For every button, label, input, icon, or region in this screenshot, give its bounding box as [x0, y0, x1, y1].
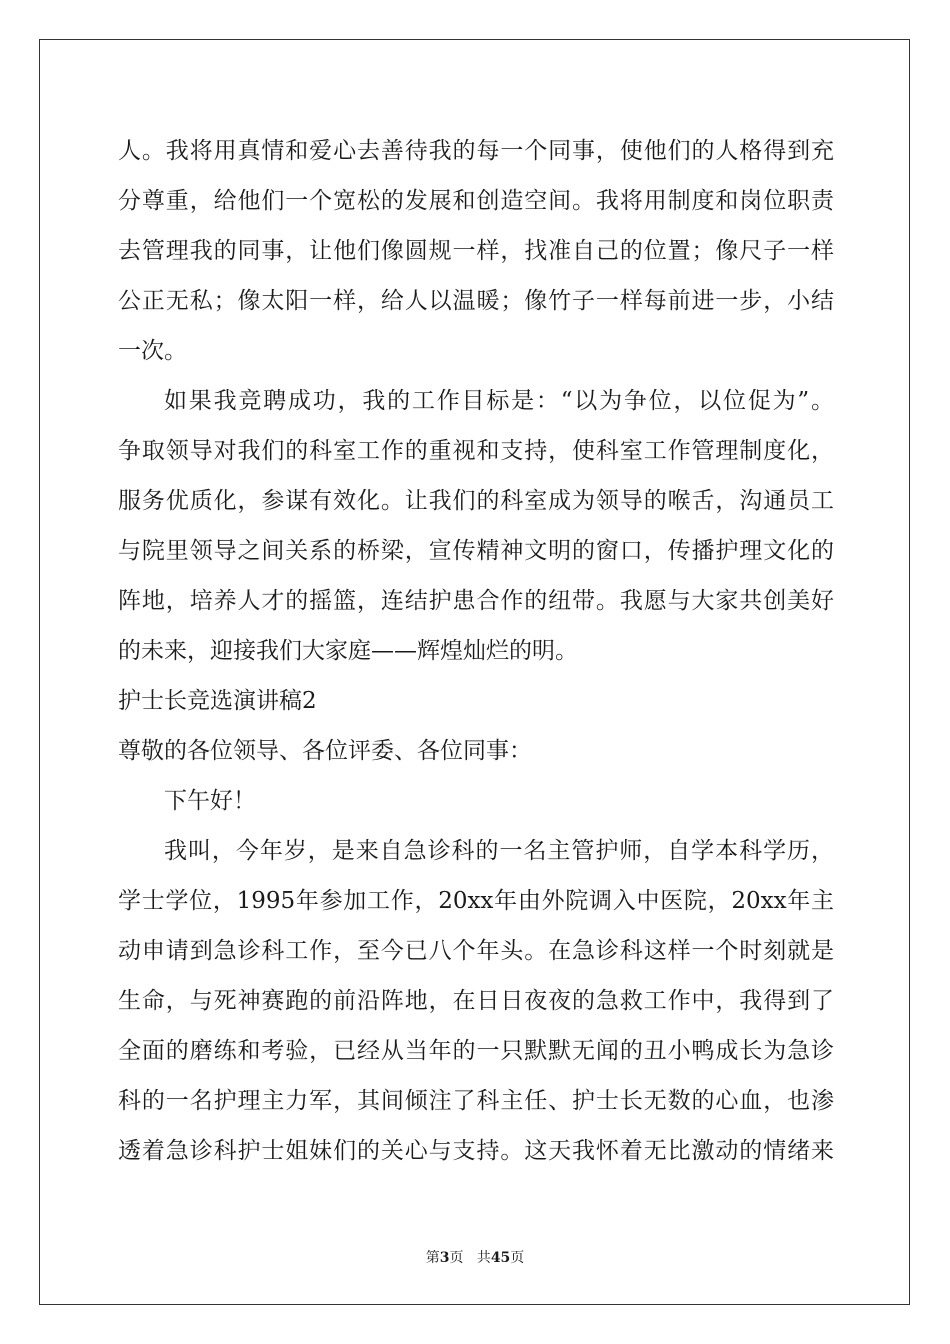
text-line: 动申请到急诊科工作，至今已八个年头。在急诊科这样一个时刻就是	[118, 938, 834, 964]
text-line: 服务优质化，参谋有效化。让我们的科室成为领导的喉舌，沟通员工	[118, 488, 834, 514]
text-line: 分尊重，给他们一个宽松的发展和创造空间。我将用制度和岗位职责	[118, 188, 834, 214]
section-title: 护士长竞选演讲稿2	[118, 688, 317, 714]
text-line: 如果我竞聘成功，我的工作目标是：“以为争位，以位促为”。	[164, 388, 834, 414]
page-suffix: 页	[449, 1250, 464, 1266]
text-line: 争取领导对我们的科室工作的重视和支持，使科室工作管理制度化，	[118, 438, 834, 464]
text-line: 科的一名护理主力军，其间倾注了科主任、护士长无数的心血，也渗	[118, 1088, 834, 1114]
text-line: 学士学位，1995年参加工作，20xx年由外院调入中医院，20xx年主	[118, 888, 834, 914]
page-prefix: 第	[425, 1250, 440, 1266]
text-line: 的未来，迎接我们大家庭——辉煌灿烂的明。	[118, 638, 578, 664]
text-line: 透着急诊科护士姐妹们的关心与支持。这天我怀着无比激动的情绪来	[118, 1138, 834, 1164]
text-line: 我叫，今年岁，是来自急诊科的一名主管护师，自学本科学历，	[164, 838, 834, 864]
total-pages: 45	[490, 1250, 511, 1266]
total-prefix: 共	[476, 1250, 491, 1266]
text-line: 一次。	[118, 338, 187, 364]
text-line: 全面的磨练和考验，已经从当年的一只默默无闻的丑小鸭成长为急诊	[118, 1038, 834, 1064]
text-line: 人。我将用真情和爱心去善待我的每一个同事，使他们的人格得到充	[118, 138, 834, 164]
text-line: 公正无私；像太阳一样，给人以温暖；像竹子一样每前进一步，小结	[118, 288, 834, 314]
text-line: 去管理我的同事，让他们像圆规一样，找准自己的位置；像尺子一样	[118, 238, 834, 264]
salutation: 尊敬的各位领导、各位评委、各位同事：	[118, 738, 532, 764]
text-line: 生命，与死神赛跑的前沿阵地，在日日夜夜的急救工作中，我得到了	[118, 988, 834, 1014]
greeting: 下午好！	[164, 788, 256, 814]
page-number: 3	[439, 1250, 450, 1266]
page-footer	[0, 1247, 950, 1267]
total-suffix: 页	[510, 1250, 525, 1266]
text-line: 阵地，培养人才的摇篮，连结护患合作的纽带。我愿与大家共创美好	[118, 588, 834, 614]
text-line: 与院里领导之间关系的桥梁，宣传精神文明的窗口，传播护理文化的	[118, 538, 834, 564]
